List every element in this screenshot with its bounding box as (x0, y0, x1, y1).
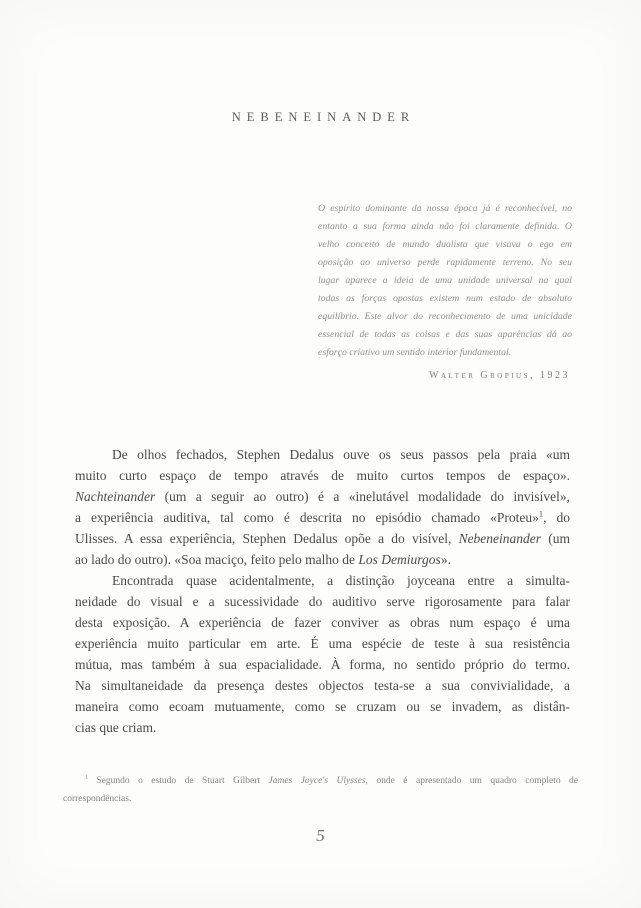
epigraph-line: todas as forças opostas existem num estado de absoluto (318, 293, 572, 304)
body-text-line: neidade do visual e a sucessividade do auditivo serve rigorosamente para falar (75, 594, 570, 609)
epigraph-line: lugar aparece a ideia de uma unidade universal na qual (318, 275, 572, 286)
epigraph-line: velho conceito de mundo dualista que visava o ego em (318, 239, 572, 250)
body-text-line: a experiência auditiva, tal como é descrita no episódio chamado «Proteu»$^1$, do (75, 509, 571, 525)
body-text-line: Nachteinander (um a seguir ao outro) é a «inelutável modalidade do invisível», (75, 489, 570, 504)
epigraph-line: esforço criativo um sentido interior fundamental. (318, 347, 512, 358)
epigraph-quote (318, 200, 572, 362)
epigraph-line: equilíbrio. Este alvor do reconhecimento de uma unicidade (318, 311, 572, 322)
epigraph-line: entanto a sua forma ainda não foi claramente definida. O (318, 221, 572, 232)
epigraph-attribution: Walter Gropius, 1923 (429, 370, 570, 381)
epigraph-line: oposição ao universo perde rapidamente terreno. No seu (318, 257, 572, 268)
body-text-line: cias que criam. (75, 720, 157, 735)
page-number: 5 (316, 826, 325, 845)
body-text-line: mútua, mas também à sua espacialidade. À forma, no sentido próprio do termo. (75, 657, 570, 672)
body-text-line: Encontrada quase acidentalmente, a distinção joyceana entre a simulta- (112, 573, 570, 588)
epigraph-line: O espírito dominante da nossa época já é reconhecível, no (318, 203, 572, 214)
footnote-line: correspondências. (63, 794, 132, 804)
page-title: NEBENEINANDER (231, 110, 416, 124)
body-text-line: desta exposição. A experiência de fazer conviver as obras num espaço é uma (75, 615, 570, 630)
body-text-line: Na simultaneidade da presença destes objectos testa-se a sua convivialidade, a (75, 678, 570, 693)
body-text-line: Ulisses. A essa experiência, Stephen Dedalus opõe a do visível, Nebeneinander (um (75, 531, 570, 546)
body-text-line: muito curto espaço de tempo através de muito curtos tempos de espaço». (75, 468, 570, 483)
footnote (63, 772, 578, 808)
epigraph-line: essencial de todas as coisas e das suas aparências dá ao (318, 329, 572, 340)
body-text-line: De olhos fechados, Stephen Dedalus ouve os seus passos pela praia «um (112, 447, 570, 462)
body-text-line: maneira como ecoam mutuamente, como se cruzam ou se invadem, as distân- (75, 699, 570, 714)
footnote-line: $^1$ Segundo o estudo de Stuart Gilbert James Joyce's Ulysses, onde é apresentado um quadro completo de (85, 774, 579, 786)
body-text (75, 444, 570, 738)
body-text-line: experiência muito particular em arte. É uma espécie de teste à sua resistência (75, 636, 570, 651)
body-text-line: ao lado do outro). «Soa maciço, feito pelo malho de Los Demiurgos». (75, 552, 451, 567)
